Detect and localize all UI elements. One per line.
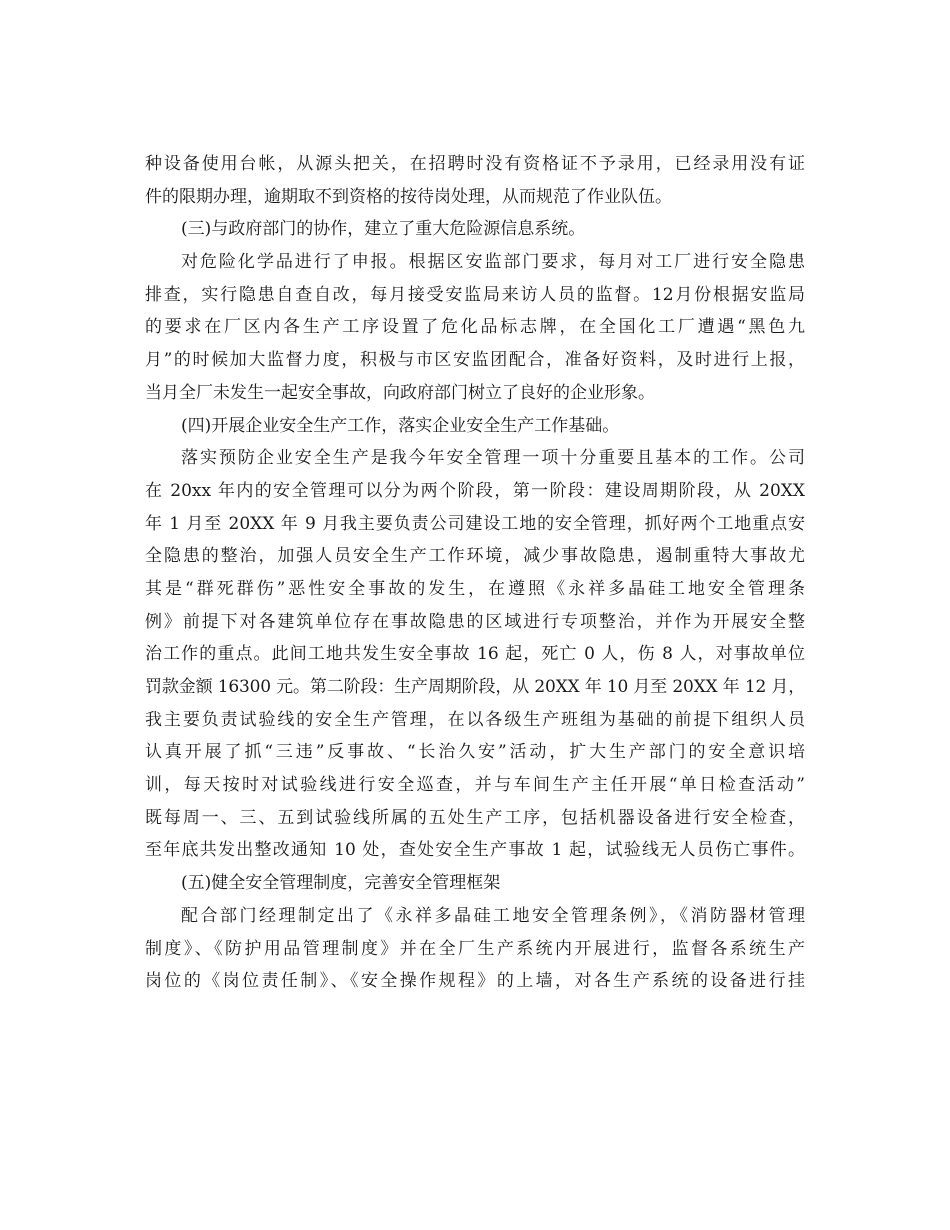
text-line: 岗位的《岗位责任制》、《安全操作规程》的上墙，对各生产系统的设备进行挂 (145, 971, 805, 992)
text-line: 对危险化学品进行了申报。根据区安监部门要求，每月对工厂进行安全隐患 (181, 252, 805, 273)
text-line: 罚款金额 16300 元。第二阶段：生产周期阶段，从 20XX 年 10 月至 20XX 年 12 月， (145, 677, 805, 697)
text-line: 训，每天按时对试验线进行安全巡查，并与车间生产主任开展“单日检查活动” (145, 775, 805, 796)
text-line: 件的限期办理，逾期取不到资格的按待岗处理，从而规范了作业队伍。 (145, 186, 672, 207)
text-line: 月”的时候加大监督力度，积极与市区安监团配合，准备好资料，及时进行上报， (145, 350, 805, 371)
text-line: 种设备使用台帐，从源头把关，在招聘时没有资格证不予录用，已经录用没有证 (145, 154, 805, 174)
text-line: 例》前提下对各建筑单位存在事故隐患的区域进行专项整治，并作为开展安全整 (145, 611, 805, 632)
text-line: (四)开展企业安全生产工作，落实企业安全生产工作基础。 (181, 415, 620, 436)
text-line: 制度》、《防护用品管理制度》并在全厂生产系统内开展进行，监督各系统生产 (145, 938, 805, 959)
text-line: 配合部门经理制定出了《永祥多晶硅工地安全管理条例》，《消防器材管理 (181, 905, 805, 926)
text-line: 其是“群死群伤”恶性安全事故的发生，在遵照《永祥多晶硅工地安全管理条 (145, 578, 805, 599)
text-line: 治工作的重点。此间工地共发生安全事故 16 起，死亡 0 人，伤 8 人，对事故单位 (145, 644, 805, 665)
text-line: 年 1 月至 20XX 年 9 月我主要负责公司建设工地的安全管理，抓好两个工地重点安 (145, 513, 805, 534)
text-line: 排查，实行隐患自查自改，每月接受安监局来访人员的监督。12月份根据安监局 (145, 284, 805, 305)
text-line: 既每周一、三、五到试验线所属的五处生产工序，包括机器设备进行安全检查， (145, 807, 805, 828)
document-body (145, 148, 805, 998)
text-line: 至年底共发出整改通知 10 处，查处安全生产事故 1 起，试验线无人员伤亡事件。 (145, 840, 805, 861)
text-line: (五)健全安全管理制度，完善安全管理框架 (181, 873, 501, 894)
text-line: 全隐患的整治，加强人员安全生产工作环境，减少事故隐患，遏制重特大事故尤 (145, 546, 805, 567)
text-line: 我主要负责试验线的安全生产管理，在以各级生产班组为基础的前提下组织人员 (145, 709, 805, 730)
text-line: 在 20xx 年内的安全管理可以分为两个阶段，第一阶段：建设周期阶段，从 20XX (145, 480, 805, 501)
text-line: 认真开展了抓“三违”反事故、“长治久安”活动，扩大生产部门的安全意识培 (145, 742, 805, 763)
text-line: 的要求在厂区内各生产工序设置了危化品标志牌，在全国化工厂遭遇“黑色九 (145, 317, 805, 338)
text-line: 落实预防企业安全生产是我今年安全管理一项十分重要且基本的工作。公司 (181, 448, 805, 469)
text-line: (三)与政府部门的协作，建立了重大危险源信息系统。 (181, 219, 586, 240)
text-line: 当月全厂未发生一起安全事故，向政府部门树立了良好的企业形象。 (145, 382, 655, 403)
